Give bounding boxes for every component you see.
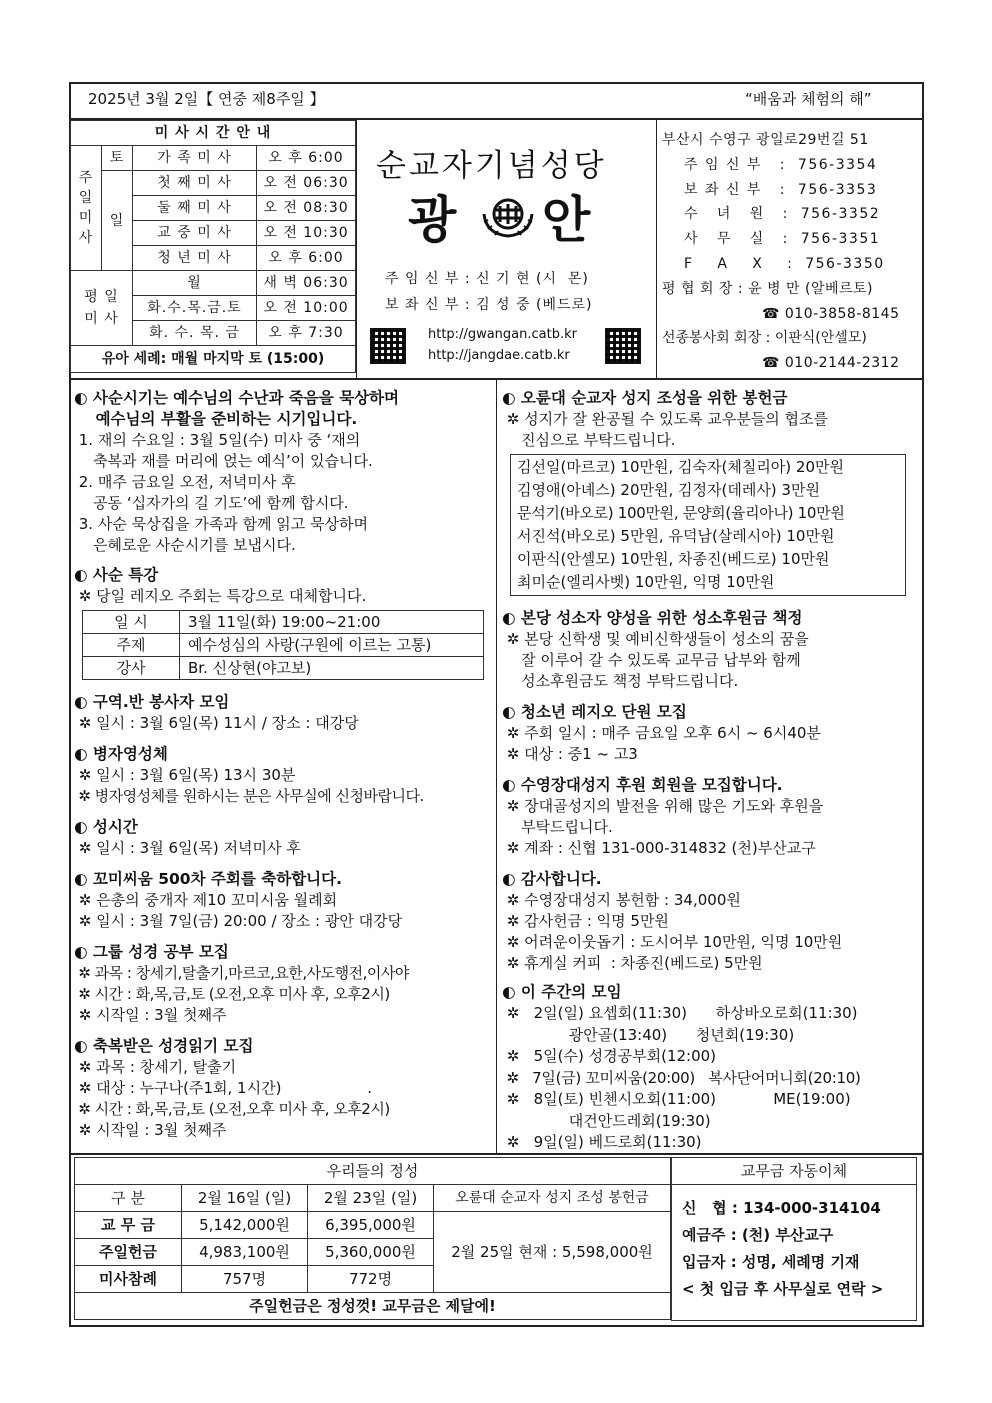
orundae-title: ◐ 오륜대 순교자 성지 조성을 위한 봉헌금	[502, 389, 788, 407]
section-line: ✲ 시작일 : 3월 첫째주	[74, 1121, 227, 1139]
council-phone: ☎ 010-3858-8145	[762, 305, 900, 322]
sunday-label: 일	[102, 171, 133, 271]
infant-baptism: 유아 세례: 매월 마지막 토 (15:00)	[71, 346, 356, 373]
section-line: ✲ 대상 : 중1 ~ 고3	[502, 745, 638, 763]
funeral-phone: ☎ 010-2144-2312	[762, 355, 900, 372]
offering-value: 4,983,100원	[182, 1239, 308, 1266]
lent-line: 1. 재의 수요일 : 3월 5일(수) 미사 중 ‘재의	[74, 431, 361, 449]
section-title: ◐ 구역.반 봉사자 모임	[74, 693, 230, 711]
offering-value: 757명	[182, 1266, 308, 1293]
phone-assistant: 보 좌 신 부 : 756-3353	[684, 181, 878, 198]
section-line: ✲ 주회 일시 : 매주 금요일 오후 6시 ~ 6시40분	[502, 724, 821, 742]
section-title: ◐ 축복받은 성경읽기 모집	[74, 1037, 254, 1055]
mass-time: 오 전 08:30	[257, 196, 356, 221]
right-column	[502, 388, 920, 1154]
mass-name: 가 족 미 사	[133, 146, 257, 171]
mass-name: 교 중 미 사	[133, 221, 257, 246]
donor-line: 김선일(마르코) 10만원, 김숙자(체칠리아) 20만원	[517, 458, 844, 476]
phone-office: 사 무 실 : 756-3351	[684, 231, 881, 248]
lecture-key: 주제	[83, 634, 180, 657]
section-line: ✲ 감사헌금 : 익명 5만원	[502, 912, 669, 930]
section-title: ◐ 감사합니다.	[502, 870, 602, 888]
funeral-president: 선종봉사회 회장 : 이판식(안셀모)	[662, 330, 867, 347]
auto-transfer-line: 예금주 : (천) 부산교구	[682, 1226, 834, 1244]
year-motto: “배움과 체험의 해”	[745, 90, 872, 108]
section-line: ✲ 과목 : 창세기, 탈출기	[74, 1058, 237, 1076]
auto-transfer-box	[671, 1157, 917, 1321]
url-jangdae[interactable]: http://jangdae.catb.kr	[428, 348, 570, 363]
offering-row-label: 미사참례	[75, 1266, 182, 1293]
mass-time: 오 후 6:00	[257, 146, 356, 171]
offering-col-header: 오륜대 순교자 성지 조성 봉헌금	[434, 1185, 671, 1212]
url-gwangan[interactable]: http://gwangan.catb.kr	[428, 327, 577, 342]
church-name-top: 순교자기념성당	[376, 148, 607, 184]
orundae-total: 2월 25일 현재 : 5,598,000원	[434, 1212, 671, 1293]
mass-time: 오 후 6:00	[257, 246, 356, 271]
qr-code-icon	[605, 328, 641, 364]
offering-col-header: 2월 16일 (일)	[182, 1185, 308, 1212]
week-line: ✲ 8일(토) 빈첸시오회(11:00) ME(19:00)	[502, 1090, 851, 1108]
offering-row-label: 교 무 금	[75, 1212, 182, 1239]
lecture-value: 예수성심의 사랑(구원에 이르는 고통)	[180, 634, 484, 657]
week-line: 대건안드레회(19:30)	[502, 1111, 711, 1130]
mass-name: 둘 째 미 사	[133, 196, 257, 221]
donor-line: 최미순(엘리사벳) 10만원, 익명 10만원	[517, 573, 775, 591]
orundae-line: ✲ 성지가 잘 완공될 수 있도록 교우분들의 협조를	[502, 410, 829, 428]
phone-pastor: 주 임 신 부 : 756-3354	[684, 156, 878, 173]
mass-time: 오 후 7:30	[257, 321, 356, 346]
lecture-note: ✲ 당일 레지오 주회는 특강으로 대체합니다.	[74, 587, 367, 605]
church-logo-icon	[478, 190, 538, 246]
bulletin-date: 2025년 3월 2일【 연중 제8주일 】	[88, 90, 325, 108]
section-line: ✲ 시간 : 화,목,금,토 (오전,오후 미사 후, 오후2시)	[74, 985, 390, 1003]
fax: F A X : 756-3350	[684, 255, 885, 272]
offering-value: 5,142,000원	[182, 1212, 308, 1239]
donor-line: 이판식(안셀모) 10만원, 차종진(베드로) 10만원	[517, 550, 830, 568]
offering-value: 772명	[308, 1266, 434, 1293]
mass-time: 오 전 10:00	[257, 296, 356, 321]
section-line: ✲ 휴게실 커피 : 차종진(베드로) 5만원	[502, 954, 763, 972]
section-line: ✲ 대상 : 누구나(주1회, 1시간) .	[74, 1079, 373, 1097]
offering-col-header: 구 분	[75, 1185, 182, 1212]
section-title: ◐ 병자영성체	[74, 745, 168, 763]
saturday-label: 토	[102, 146, 133, 171]
section-line: ✲ 병자영성체를 원하시는 분은 사무실에 신청바랍니다.	[74, 787, 424, 805]
section-line: ✲ 일시 : 3월 7일(금) 20:00 / 장소 : 광안 대강당	[74, 912, 403, 930]
lent-title: ◐ 사순시기는 예수님의 수난과 죽음을 묵상하며	[74, 389, 399, 407]
address: 부산시 수영구 광일로29번길 51	[662, 132, 869, 148]
week-line: ✲ 5일(수) 성경공부회(12:00)	[502, 1047, 717, 1065]
lent-line: 공동 ‘십자가의 길 기도’에 함께 합시다.	[74, 494, 349, 512]
offering-table	[74, 1157, 671, 1320]
week-line: ✲ 9일(일) 베드로회(11:30)	[502, 1133, 702, 1151]
mass-schedule	[70, 120, 356, 373]
offering-title: 우리들의 정성	[75, 1158, 671, 1185]
section-line: ✲ 시간 : 화,목,금,토 (오전,오후 미사 후, 오후2시)	[74, 1100, 390, 1118]
mass-time: 오 전 10:30	[257, 221, 356, 246]
section-title: ◐ 수영장대성지 후원 회원을 모집합니다.	[502, 776, 783, 794]
section-title: ◐ 본당 성소자 양성을 위한 성소후원금 책정	[502, 609, 803, 627]
week-title: ◐ 이 주간의 모임	[502, 983, 622, 1001]
lent-line: 3. 사순 묵상집을 가족과 함께 읽고 묵상하며	[74, 515, 369, 533]
donor-line: 김영애(아녜스) 20만원, 김정자(데레사) 3만원	[517, 481, 820, 499]
offering-row-label: 주일헌금	[75, 1239, 182, 1266]
offering-value: 6,395,000원	[308, 1212, 434, 1239]
left-column	[74, 388, 494, 1141]
weekday-mass-label: 평 일 미 사	[71, 271, 133, 346]
lecture-value: 3월 11일(화) 19:00~21:00	[180, 611, 484, 634]
section-line: 부탁드립니다.	[502, 818, 613, 836]
lent-line: 은혜로운 사순시기를 보냅시다.	[74, 536, 296, 554]
week-line: ✲ 7일(금) 꼬미씨움(20:00) 복사단어머니회(20:10)	[502, 1068, 861, 1087]
lent-line: 2. 매주 금요일 오전, 저녁미사 후	[74, 473, 296, 491]
mass-name: 월	[133, 271, 257, 296]
lecture-table	[82, 610, 484, 680]
section-line: ✲ 일시 : 3월 6일(목) 11시 / 장소 : 대강당	[74, 714, 359, 732]
section-line: 성소후원금도 책정 부탁드립니다.	[502, 672, 739, 690]
section-line: ✲ 어려운이웃돕기 : 도시어부 10만원, 익명 10만원	[502, 933, 843, 951]
phone-convent: 수 녀 원 : 756-3352	[684, 206, 881, 223]
lent-line: 축복과 재를 머리에 얹는 예식’이 있습니다.	[74, 452, 373, 470]
offering-col-header: 2월 23일 (일)	[308, 1185, 434, 1212]
section-line: ✲ 일시 : 3월 6일(목) 13시 30분	[74, 766, 296, 784]
donor-line: 문석기(바오로) 100만원, 문양희(율리아나) 10만원	[517, 504, 845, 522]
section-line: ✲ 수영장대성지 봉헌함 : 34,000원	[502, 891, 741, 909]
section-title: ◐ 그룹 성경 공부 모집	[74, 943, 229, 961]
section-line: ✲ 계좌 : 신협 131-000-314832 (천)부산교구	[502, 839, 816, 857]
council-president: 평 협 회 장 : 윤 병 만 (알베르토)	[662, 280, 874, 297]
mass-name: 첫 째 미 사	[133, 171, 257, 196]
church-name-b: 안	[542, 190, 591, 249]
auto-transfer-title: 교무금 자동이체	[672, 1158, 916, 1185]
orundae-line: 진심으로 부탁드립니다.	[502, 431, 676, 449]
section-line: ✲ 본당 신학생 및 예비신학생들이 성소의 꿈을	[502, 630, 809, 648]
contact-info	[662, 128, 920, 376]
mass-time: 오 전 06:30	[257, 171, 356, 196]
lecture-title: ◐ 사순 특강	[74, 566, 159, 584]
mass-name: 화. 수. 목. 금	[133, 321, 257, 346]
sunday-mass-label: 주 일 미 사	[71, 146, 102, 271]
mass-name: 화.수.목.금.토	[133, 296, 257, 321]
section-line: 잘 이루어 갈 수 있도록 교무금 납부와 함께	[502, 651, 801, 669]
mass-time: 새 벽 06:30	[257, 271, 356, 296]
qr-code-icon	[370, 328, 406, 364]
donor-box	[510, 454, 906, 596]
auto-transfer-line: 신 협 : 134-000-314104	[682, 1199, 881, 1217]
mass-name: 청 년 미 사	[133, 246, 257, 271]
section-line: ✲ 시작일 : 3월 첫째주	[74, 1006, 227, 1024]
mass-schedule-title: 미 사 시 간 안 내	[71, 121, 356, 146]
lent-title-2: 예수님의 부활을 준비하는 시기입니다.	[74, 410, 358, 428]
lecture-value: Br. 신상현(야고보)	[180, 657, 484, 680]
auto-transfer-line: 입금자 : 성명, 세례명 기재	[682, 1253, 860, 1271]
church-name-a: 광	[408, 190, 457, 249]
lecture-key: 강사	[83, 657, 180, 680]
lecture-key: 일 시	[83, 611, 180, 634]
week-line: 광안골(13:40) 청년회(19:30)	[502, 1025, 795, 1044]
section-line: ✲ 일시 : 3월 6일(목) 저녁미사 후	[74, 839, 301, 857]
auto-transfer-line: < 첫 입금 후 사무실로 연락 >	[682, 1280, 884, 1298]
section-line: ✲ 장대골성지의 발전을 위해 많은 기도와 후원을	[502, 797, 824, 815]
section-title: ◐ 성시간	[74, 818, 138, 836]
section-line: ✲ 과목 : 창세기,탈출기,마르코,요한,사도행전,이사야	[74, 964, 409, 982]
donor-line: 서진석(바오로) 5만원, 유덕남(살레시아) 10만원	[517, 527, 835, 545]
pastor: 주 임 신 부 : 신 기 현 (시 몬)	[385, 271, 589, 287]
week-line: ✲ 2일(일) 요셉회(11:30) 하상바오로회(11:30)	[502, 1004, 858, 1022]
offering-footer: 주일헌금은 정성껏! 교무금은 제달에!	[75, 1293, 671, 1320]
offering-value: 5,360,000원	[308, 1239, 434, 1266]
section-title: ◐ 꼬미씨움 500차 주회를 축하합니다.	[74, 870, 343, 888]
assistant-pastor: 보 좌 신 부 : 김 성 중 (베드로)	[385, 297, 593, 313]
section-line: ✲ 은총의 중개자 제10 꼬미시움 월례회	[74, 891, 338, 909]
section-title: ◐ 청소년 레지오 단원 모집	[502, 703, 687, 721]
